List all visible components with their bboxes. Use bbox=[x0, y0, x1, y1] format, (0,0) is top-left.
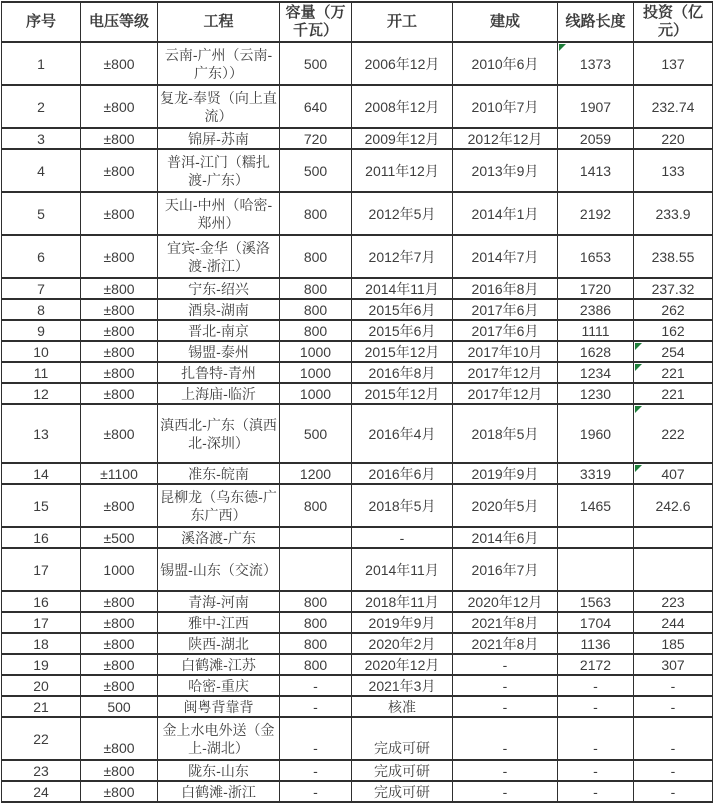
cell-capacity: - bbox=[280, 675, 352, 696]
cell-project: 滇西北-广东（滇西北-深圳） bbox=[158, 404, 280, 463]
cell-capacity: 800 bbox=[280, 591, 352, 612]
cell-start: 2014年11月 bbox=[352, 278, 453, 299]
header-completion: 建成 bbox=[453, 2, 558, 42]
cell-completion: 2021年8月 bbox=[453, 633, 558, 654]
header-no: 序号 bbox=[2, 2, 81, 42]
cell-start: 2019年9月 bbox=[352, 612, 453, 633]
cell-no: 2 bbox=[2, 85, 81, 128]
cell-completion: 2014年7月 bbox=[453, 235, 558, 278]
cell-no: 24 bbox=[2, 781, 81, 802]
cell-completion: 2014年1月 bbox=[453, 192, 558, 235]
cell-capacity bbox=[280, 548, 352, 591]
cell-no: 4 bbox=[2, 149, 81, 192]
table-row bbox=[2, 463, 713, 484]
cell-length: - bbox=[558, 675, 634, 696]
table-row bbox=[2, 320, 713, 341]
cell-investment: - bbox=[634, 675, 713, 696]
cell-project: 陕西-湖北 bbox=[158, 633, 280, 654]
cell-length: - bbox=[558, 781, 634, 802]
table-row bbox=[2, 696, 713, 717]
cell-capacity: - bbox=[280, 696, 352, 717]
cell-start: 2008年12月 bbox=[352, 85, 453, 128]
cell-start: - bbox=[352, 527, 453, 548]
header-row bbox=[2, 2, 713, 42]
cell-completion: - bbox=[453, 781, 558, 802]
cell-voltage: ±800 bbox=[81, 42, 158, 85]
cell-completion: 2010年7月 bbox=[453, 85, 558, 128]
cell-start: 核准 bbox=[352, 696, 453, 717]
cell-length: 2386 bbox=[558, 299, 634, 320]
cell-project: 闽粤背靠背 bbox=[158, 696, 280, 717]
cell-capacity: 800 bbox=[280, 320, 352, 341]
cell-no: 23 bbox=[2, 760, 81, 781]
cell-project: 陇东-山东 bbox=[158, 760, 280, 781]
cell-investment: 137 bbox=[634, 42, 713, 85]
cell-start: 2020年12月 bbox=[352, 654, 453, 675]
cell-length: 1413 bbox=[558, 149, 634, 192]
cell-completion: 2019年9月 bbox=[453, 463, 558, 484]
cell-start: 2016年4月 bbox=[352, 404, 453, 463]
header-start: 开工 bbox=[352, 2, 453, 42]
cell-length: 1563 bbox=[558, 591, 634, 612]
cell-completion: 2018年5月 bbox=[453, 404, 558, 463]
cell-project: 复龙-奉贤（向上直流） bbox=[158, 85, 280, 128]
cell-investment: 232.74 bbox=[634, 85, 713, 128]
cell-no: 10 bbox=[2, 341, 81, 362]
cell-capacity: 500 bbox=[280, 42, 352, 85]
table-row bbox=[2, 675, 713, 696]
cell-voltage: ±800 bbox=[81, 654, 158, 675]
cell-voltage: ±500 bbox=[81, 527, 158, 548]
cell-no: 11 bbox=[2, 362, 81, 383]
cell-investment: 242.6 bbox=[634, 484, 713, 527]
cell-investment: 233.9 bbox=[634, 192, 713, 235]
table-body bbox=[2, 42, 713, 802]
cell-investment: 254 bbox=[634, 341, 713, 362]
cell-completion: 2017年12月 bbox=[453, 383, 558, 404]
cell-voltage: ±800 bbox=[81, 484, 158, 527]
table-row bbox=[2, 299, 713, 320]
cell-start: 2012年7月 bbox=[352, 235, 453, 278]
cell-project: 宜宾-金华（溪洛渡-浙江） bbox=[158, 235, 280, 278]
cell-completion: 2016年7月 bbox=[453, 548, 558, 591]
cell-length: - bbox=[558, 717, 634, 760]
table-row bbox=[2, 42, 713, 85]
cell-project: 天山-中州（哈密-郑州） bbox=[158, 192, 280, 235]
cell-capacity: - bbox=[280, 760, 352, 781]
cell-completion: - bbox=[453, 760, 558, 781]
table-row bbox=[2, 362, 713, 383]
cell-no: 21 bbox=[2, 696, 81, 717]
cell-length: 1628 bbox=[558, 341, 634, 362]
cell-project: 溪洛渡-广东 bbox=[158, 527, 280, 548]
cell-voltage: ±800 bbox=[81, 591, 158, 612]
cell-voltage: ±800 bbox=[81, 781, 158, 802]
cell-no: 19 bbox=[2, 654, 81, 675]
table-row bbox=[2, 128, 713, 149]
cell-length: 2059 bbox=[558, 128, 634, 149]
cell-capacity: - bbox=[280, 717, 352, 760]
cell-investment: 244 bbox=[634, 612, 713, 633]
cell-project: 云南-广州（云南-广东）） bbox=[158, 42, 280, 85]
table-row bbox=[2, 591, 713, 612]
cell-length bbox=[558, 527, 634, 548]
cell-investment: 221 bbox=[634, 383, 713, 404]
cell-capacity: 500 bbox=[280, 149, 352, 192]
table-row bbox=[2, 383, 713, 404]
cell-voltage: ±800 bbox=[81, 128, 158, 149]
table-row bbox=[2, 278, 713, 299]
cell-length: 1653 bbox=[558, 235, 634, 278]
cell-voltage: ±800 bbox=[81, 717, 158, 760]
cell-error-triangle-icon bbox=[635, 465, 642, 472]
cell-start: 2009年12月 bbox=[352, 128, 453, 149]
uhv-transmission-projects-table bbox=[1, 1, 713, 803]
cell-investment: 185 bbox=[634, 633, 713, 654]
cell-no: 8 bbox=[2, 299, 81, 320]
cell-length: 1234 bbox=[558, 362, 634, 383]
cell-length: - bbox=[558, 760, 634, 781]
cell-project: 宁东-绍兴 bbox=[158, 278, 280, 299]
cell-voltage: ±800 bbox=[81, 675, 158, 696]
header-length: 线路长度 bbox=[558, 2, 634, 42]
header-project: 工程 bbox=[158, 2, 280, 42]
cell-no: 13 bbox=[2, 404, 81, 463]
table-row bbox=[2, 404, 713, 463]
cell-start: 2015年6月 bbox=[352, 299, 453, 320]
cell-voltage: ±800 bbox=[81, 612, 158, 633]
cell-no: 14 bbox=[2, 463, 81, 484]
cell-voltage: ±1100 bbox=[81, 463, 158, 484]
cell-length: 1373 bbox=[558, 42, 634, 85]
cell-length bbox=[558, 548, 634, 591]
cell-length: 2172 bbox=[558, 654, 634, 675]
cell-voltage: ±800 bbox=[81, 760, 158, 781]
cell-no: 15 bbox=[2, 484, 81, 527]
cell-voltage: ±800 bbox=[81, 320, 158, 341]
cell-project: 昆柳龙（乌东德-广东广西） bbox=[158, 484, 280, 527]
cell-no: 7 bbox=[2, 278, 81, 299]
cell-voltage: ±800 bbox=[81, 633, 158, 654]
cell-capacity: 800 bbox=[280, 192, 352, 235]
table-row bbox=[2, 484, 713, 527]
cell-start: 2016年8月 bbox=[352, 362, 453, 383]
cell-no: 20 bbox=[2, 675, 81, 696]
table-row bbox=[2, 654, 713, 675]
cell-investment: 238.55 bbox=[634, 235, 713, 278]
cell-capacity: 800 bbox=[280, 612, 352, 633]
cell-project: 扎鲁特-青州 bbox=[158, 362, 280, 383]
cell-project: 晋北-南京 bbox=[158, 320, 280, 341]
cell-investment: - bbox=[634, 696, 713, 717]
cell-capacity bbox=[280, 527, 352, 548]
cell-completion: - bbox=[453, 717, 558, 760]
cell-capacity: 800 bbox=[280, 633, 352, 654]
cell-investment: 407 bbox=[634, 463, 713, 484]
cell-capacity: 800 bbox=[280, 278, 352, 299]
cell-completion: - bbox=[453, 696, 558, 717]
cell-voltage: ±800 bbox=[81, 383, 158, 404]
table-row bbox=[2, 149, 713, 192]
cell-completion: 2012年12月 bbox=[453, 128, 558, 149]
cell-length: 3319 bbox=[558, 463, 634, 484]
cell-no: 12 bbox=[2, 383, 81, 404]
cell-start: 2021年3月 bbox=[352, 675, 453, 696]
cell-voltage: 500 bbox=[81, 696, 158, 717]
cell-length: 1907 bbox=[558, 85, 634, 128]
cell-no: 16 bbox=[2, 527, 81, 548]
cell-investment: - bbox=[634, 760, 713, 781]
cell-project: 普洱-江门（糯扎渡-广东） bbox=[158, 149, 280, 192]
cell-no: 6 bbox=[2, 235, 81, 278]
cell-voltage: ±800 bbox=[81, 192, 158, 235]
table-row bbox=[2, 235, 713, 278]
table-row bbox=[2, 781, 713, 802]
cell-capacity: 1000 bbox=[280, 341, 352, 362]
cell-project: 青海-河南 bbox=[158, 591, 280, 612]
cell-completion: 2017年12月 bbox=[453, 362, 558, 383]
cell-completion: - bbox=[453, 675, 558, 696]
cell-voltage: ±800 bbox=[81, 362, 158, 383]
table-row bbox=[2, 612, 713, 633]
cell-length: 1960 bbox=[558, 404, 634, 463]
cell-investment: 307 bbox=[634, 654, 713, 675]
cell-capacity: 1200 bbox=[280, 463, 352, 484]
table-row bbox=[2, 717, 713, 760]
cell-investment: 221 bbox=[634, 362, 713, 383]
cell-voltage: ±800 bbox=[81, 278, 158, 299]
cell-start: 2018年11月 bbox=[352, 591, 453, 612]
cell-start: 2006年12月 bbox=[352, 42, 453, 85]
cell-length: 2192 bbox=[558, 192, 634, 235]
table-row bbox=[2, 192, 713, 235]
cell-voltage: ±800 bbox=[81, 341, 158, 362]
cell-start: 2015年6月 bbox=[352, 320, 453, 341]
cell-project: 锦屏-苏南 bbox=[158, 128, 280, 149]
table-row bbox=[2, 85, 713, 128]
header-voltage: 电压等级 bbox=[81, 2, 158, 42]
cell-capacity: 800 bbox=[280, 235, 352, 278]
cell-completion: 2010年6月 bbox=[453, 42, 558, 85]
cell-start: 2011年12月 bbox=[352, 149, 453, 192]
cell-no: 17 bbox=[2, 548, 81, 591]
cell-completion: 2020年5月 bbox=[453, 484, 558, 527]
cell-capacity: 800 bbox=[280, 654, 352, 675]
cell-completion: - bbox=[453, 654, 558, 675]
table-row bbox=[2, 633, 713, 654]
cell-start: 2018年5月 bbox=[352, 484, 453, 527]
cell-no: 18 bbox=[2, 633, 81, 654]
cell-capacity: 500 bbox=[280, 404, 352, 463]
header-capacity: 容量（万千瓦） bbox=[280, 2, 352, 42]
cell-project: 锡盟-山东（交流） bbox=[158, 548, 280, 591]
cell-completion: 2013年9月 bbox=[453, 149, 558, 192]
cell-project: 白鹤滩-浙江 bbox=[158, 781, 280, 802]
cell-investment bbox=[634, 548, 713, 591]
cell-project: 准东-皖南 bbox=[158, 463, 280, 484]
cell-no: 16 bbox=[2, 591, 81, 612]
cell-investment: 162 bbox=[634, 320, 713, 341]
cell-start: 完成可研 bbox=[352, 760, 453, 781]
cell-voltage: ±800 bbox=[81, 404, 158, 463]
cell-completion: 2017年6月 bbox=[453, 320, 558, 341]
cell-length: 1704 bbox=[558, 612, 634, 633]
cell-error-triangle-icon bbox=[559, 44, 566, 51]
cell-length: 1111 bbox=[558, 320, 634, 341]
cell-project: 上海庙-临沂 bbox=[158, 383, 280, 404]
cell-start: 完成可研 bbox=[352, 717, 453, 760]
cell-length: 1465 bbox=[558, 484, 634, 527]
cell-no: 5 bbox=[2, 192, 81, 235]
table-row bbox=[2, 527, 713, 548]
cell-no: 9 bbox=[2, 320, 81, 341]
cell-length: 1230 bbox=[558, 383, 634, 404]
header-investment: 投资（亿元） bbox=[634, 2, 713, 42]
cell-no: 22 bbox=[2, 717, 81, 760]
cell-investment: 220 bbox=[634, 128, 713, 149]
cell-error-triangle-icon bbox=[635, 364, 642, 371]
cell-start: 2016年6月 bbox=[352, 463, 453, 484]
cell-investment: 133 bbox=[634, 149, 713, 192]
cell-completion: 2017年6月 bbox=[453, 299, 558, 320]
cell-completion: 2020年12月 bbox=[453, 591, 558, 612]
cell-investment bbox=[634, 527, 713, 548]
cell-error-triangle-icon bbox=[635, 406, 642, 413]
cell-completion: 2016年8月 bbox=[453, 278, 558, 299]
cell-capacity: 800 bbox=[280, 299, 352, 320]
cell-project: 哈密-重庆 bbox=[158, 675, 280, 696]
table-row bbox=[2, 548, 713, 591]
cell-start: 完成可研 bbox=[352, 781, 453, 802]
cell-project: 酒泉-湖南 bbox=[158, 299, 280, 320]
cell-capacity: 1000 bbox=[280, 362, 352, 383]
cell-investment: 223 bbox=[634, 591, 713, 612]
cell-length: - bbox=[558, 696, 634, 717]
cell-investment: - bbox=[634, 717, 713, 760]
table-row bbox=[2, 341, 713, 362]
cell-voltage: ±800 bbox=[81, 299, 158, 320]
cell-completion: 2014年6月 bbox=[453, 527, 558, 548]
cell-project: 雅中-江西 bbox=[158, 612, 280, 633]
cell-no: 1 bbox=[2, 42, 81, 85]
cell-voltage: ±800 bbox=[81, 149, 158, 192]
cell-no: 17 bbox=[2, 612, 81, 633]
cell-start: 2015年12月 bbox=[352, 383, 453, 404]
cell-capacity: - bbox=[280, 781, 352, 802]
cell-completion: 2021年8月 bbox=[453, 612, 558, 633]
cell-capacity: 1000 bbox=[280, 383, 352, 404]
cell-voltage: ±800 bbox=[81, 85, 158, 128]
cell-voltage: ±800 bbox=[81, 235, 158, 278]
cell-investment: 222 bbox=[634, 404, 713, 463]
cell-investment: - bbox=[634, 781, 713, 802]
cell-start: 2015年12月 bbox=[352, 341, 453, 362]
cell-voltage: 1000 bbox=[81, 548, 158, 591]
cell-project: 锡盟-泰州 bbox=[158, 341, 280, 362]
cell-start: 2014年11月 bbox=[352, 548, 453, 591]
cell-completion: 2017年10月 bbox=[453, 341, 558, 362]
cell-project: 金上水电外送（金上-湖北） bbox=[158, 717, 280, 760]
cell-investment: 237.32 bbox=[634, 278, 713, 299]
cell-capacity: 720 bbox=[280, 128, 352, 149]
cell-start: 2012年5月 bbox=[352, 192, 453, 235]
cell-no: 3 bbox=[2, 128, 81, 149]
cell-length: 1720 bbox=[558, 278, 634, 299]
cell-capacity: 800 bbox=[280, 484, 352, 527]
cell-error-triangle-icon bbox=[635, 343, 642, 350]
cell-length: 1136 bbox=[558, 633, 634, 654]
cell-investment: 262 bbox=[634, 299, 713, 320]
cell-start: 2020年2月 bbox=[352, 633, 453, 654]
table-row bbox=[2, 760, 713, 781]
cell-project: 白鹤滩-江苏 bbox=[158, 654, 280, 675]
cell-capacity: 640 bbox=[280, 85, 352, 128]
